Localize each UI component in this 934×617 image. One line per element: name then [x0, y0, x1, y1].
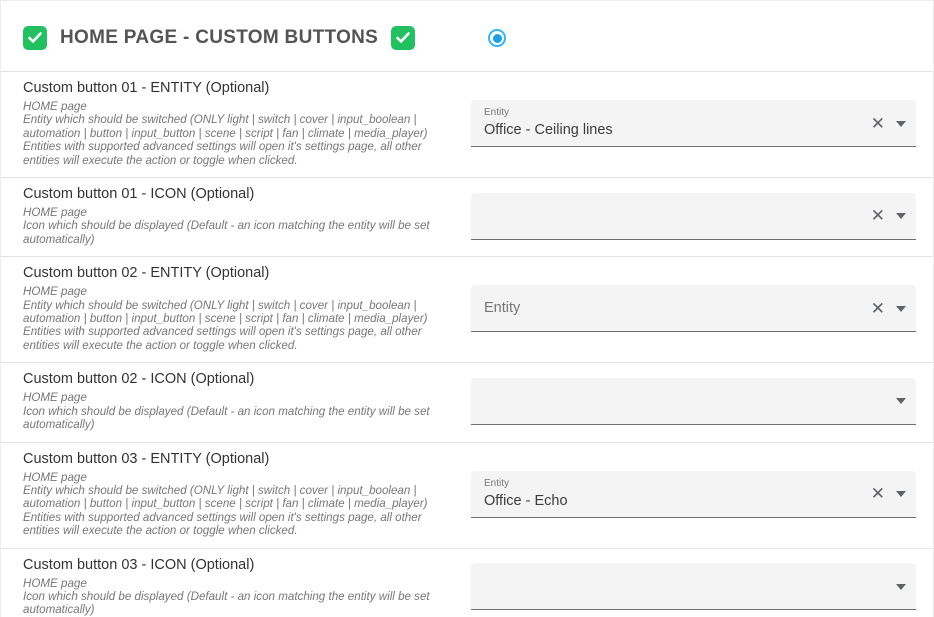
config-section	[1, 71, 933, 177]
chevron-down-icon[interactable]	[896, 213, 906, 219]
section-text	[1, 557, 471, 617]
select-icons	[896, 378, 906, 424]
config-section	[1, 362, 933, 441]
select-placeholder	[484, 392, 856, 410]
section-field-column	[471, 193, 916, 240]
select-value: Office - Echo	[484, 492, 568, 509]
entity-select[interactable]	[471, 285, 916, 332]
entity-select[interactable]	[471, 378, 916, 425]
section-description-line: Entity which should be switched (ONLY light | switch | cover | input_boolean | automation | button | input_button | scene | script | fan | climate | media_player)	[23, 483, 428, 511]
section-title: Custom button 01 - ENTITY (Optional)	[23, 80, 270, 96]
section-field-column	[471, 563, 916, 610]
chevron-down-icon[interactable]	[896, 306, 906, 312]
clear-icon[interactable]: ✕	[870, 484, 885, 504]
section-description-line: Entities with supported advanced settings will open it's settings page, all other entities will execute the action or toggle when clicked.	[23, 140, 422, 167]
section-text	[1, 371, 471, 431]
entity-select[interactable]	[471, 471, 916, 518]
section-description-line: Icon which should be displayed (Default - an icon matching the entity will be set automatically)	[23, 219, 430, 246]
config-section	[1, 177, 933, 256]
green-check-icon	[23, 26, 47, 50]
section-description	[23, 577, 461, 617]
section-title: Custom button 03 - ICON (Optional)	[23, 556, 255, 573]
section-description-line: Entity which should be switched (ONLY light | switch | cover | input_boolean | automation | button | input_button | scene | script | fan | climate | media_player)	[23, 298, 428, 326]
section-description-line: Icon which should be displayed (Default - an icon matching the entity will be set automatically)	[23, 589, 430, 617]
select-floating-label: Entity	[484, 477, 510, 489]
config-section	[1, 548, 933, 617]
chevron-down-icon[interactable]	[896, 584, 906, 590]
section-description-line: Icon which should be displayed (Default - an icon matching the entity will be set automatically)	[23, 404, 430, 432]
clear-icon[interactable]: ✕	[870, 298, 885, 318]
clear-icon[interactable]: ✕	[870, 206, 885, 226]
select-icons	[871, 100, 906, 146]
section-description-line: HOME page	[23, 100, 87, 113]
section-description-line: Entities with supported advanced settings will open it's settings page, all other entities will execute the action or toggle when clicked.	[23, 325, 422, 352]
section-description	[23, 206, 461, 246]
entity-select[interactable]	[471, 563, 916, 610]
check-glyph	[28, 32, 42, 44]
chevron-down-icon[interactable]	[896, 121, 906, 127]
section-text	[1, 80, 471, 167]
section-description-line: Entities with supported advanced settings will open it's settings page, all other entities will execute the action or toggle when clicked.	[23, 510, 422, 538]
sections	[1, 71, 933, 617]
section-description-line: Entity which should be switched (ONLY light | switch | cover | input_boolean | automation | button | input_button | scene | script | fan | climate | media_player)	[23, 113, 428, 140]
section-description-line: HOME page	[23, 391, 87, 405]
section-title: Custom button 01 - ICON (Optional)	[23, 186, 255, 203]
page-title: HOME PAGE - CUSTOM BUTTONS	[60, 27, 379, 48]
radio-dot	[493, 34, 502, 43]
config-section	[1, 256, 933, 362]
select-icons	[871, 471, 906, 517]
page-header	[1, 1, 933, 71]
section-title: Custom button 02 - ICON (Optional)	[23, 371, 255, 388]
section-description-line: HOME page	[23, 470, 87, 484]
green-check-icon	[391, 26, 415, 50]
section-description-line: HOME page	[23, 206, 87, 220]
select-placeholder	[484, 207, 856, 225]
entity-select[interactable]	[471, 100, 916, 147]
chevron-down-icon[interactable]	[896, 398, 906, 404]
section-field-column	[471, 100, 916, 147]
section-description	[23, 100, 461, 167]
section-text	[1, 451, 471, 538]
check-glyph	[396, 32, 410, 44]
section-text	[1, 265, 471, 352]
section-field-column	[471, 378, 916, 425]
config-section	[1, 442, 933, 548]
chevron-down-icon[interactable]	[896, 491, 906, 497]
section-description-line: HOME page	[23, 285, 87, 299]
section-field-column	[471, 285, 916, 332]
entity-select[interactable]	[471, 193, 916, 240]
section-title: Custom button 03 - ENTITY (Optional)	[23, 450, 270, 467]
select-placeholder: Entity	[484, 300, 521, 317]
section-text	[1, 186, 471, 246]
section-description	[23, 391, 461, 431]
select-value: Office - Ceiling lines	[484, 122, 613, 139]
section-description	[23, 285, 461, 352]
select-icons	[871, 285, 906, 331]
clear-icon[interactable]: ✕	[870, 113, 885, 133]
section-field-column	[471, 471, 916, 518]
radio-button-selected[interactable]	[488, 29, 506, 47]
section-title: Custom button 02 - ENTITY (Optional)	[23, 265, 270, 282]
section-description	[23, 471, 461, 538]
select-floating-label: Entity	[484, 107, 510, 119]
select-icons	[871, 193, 906, 239]
select-placeholder	[484, 577, 856, 595]
section-description-line: HOME page	[23, 576, 87, 590]
select-icons	[896, 563, 906, 609]
